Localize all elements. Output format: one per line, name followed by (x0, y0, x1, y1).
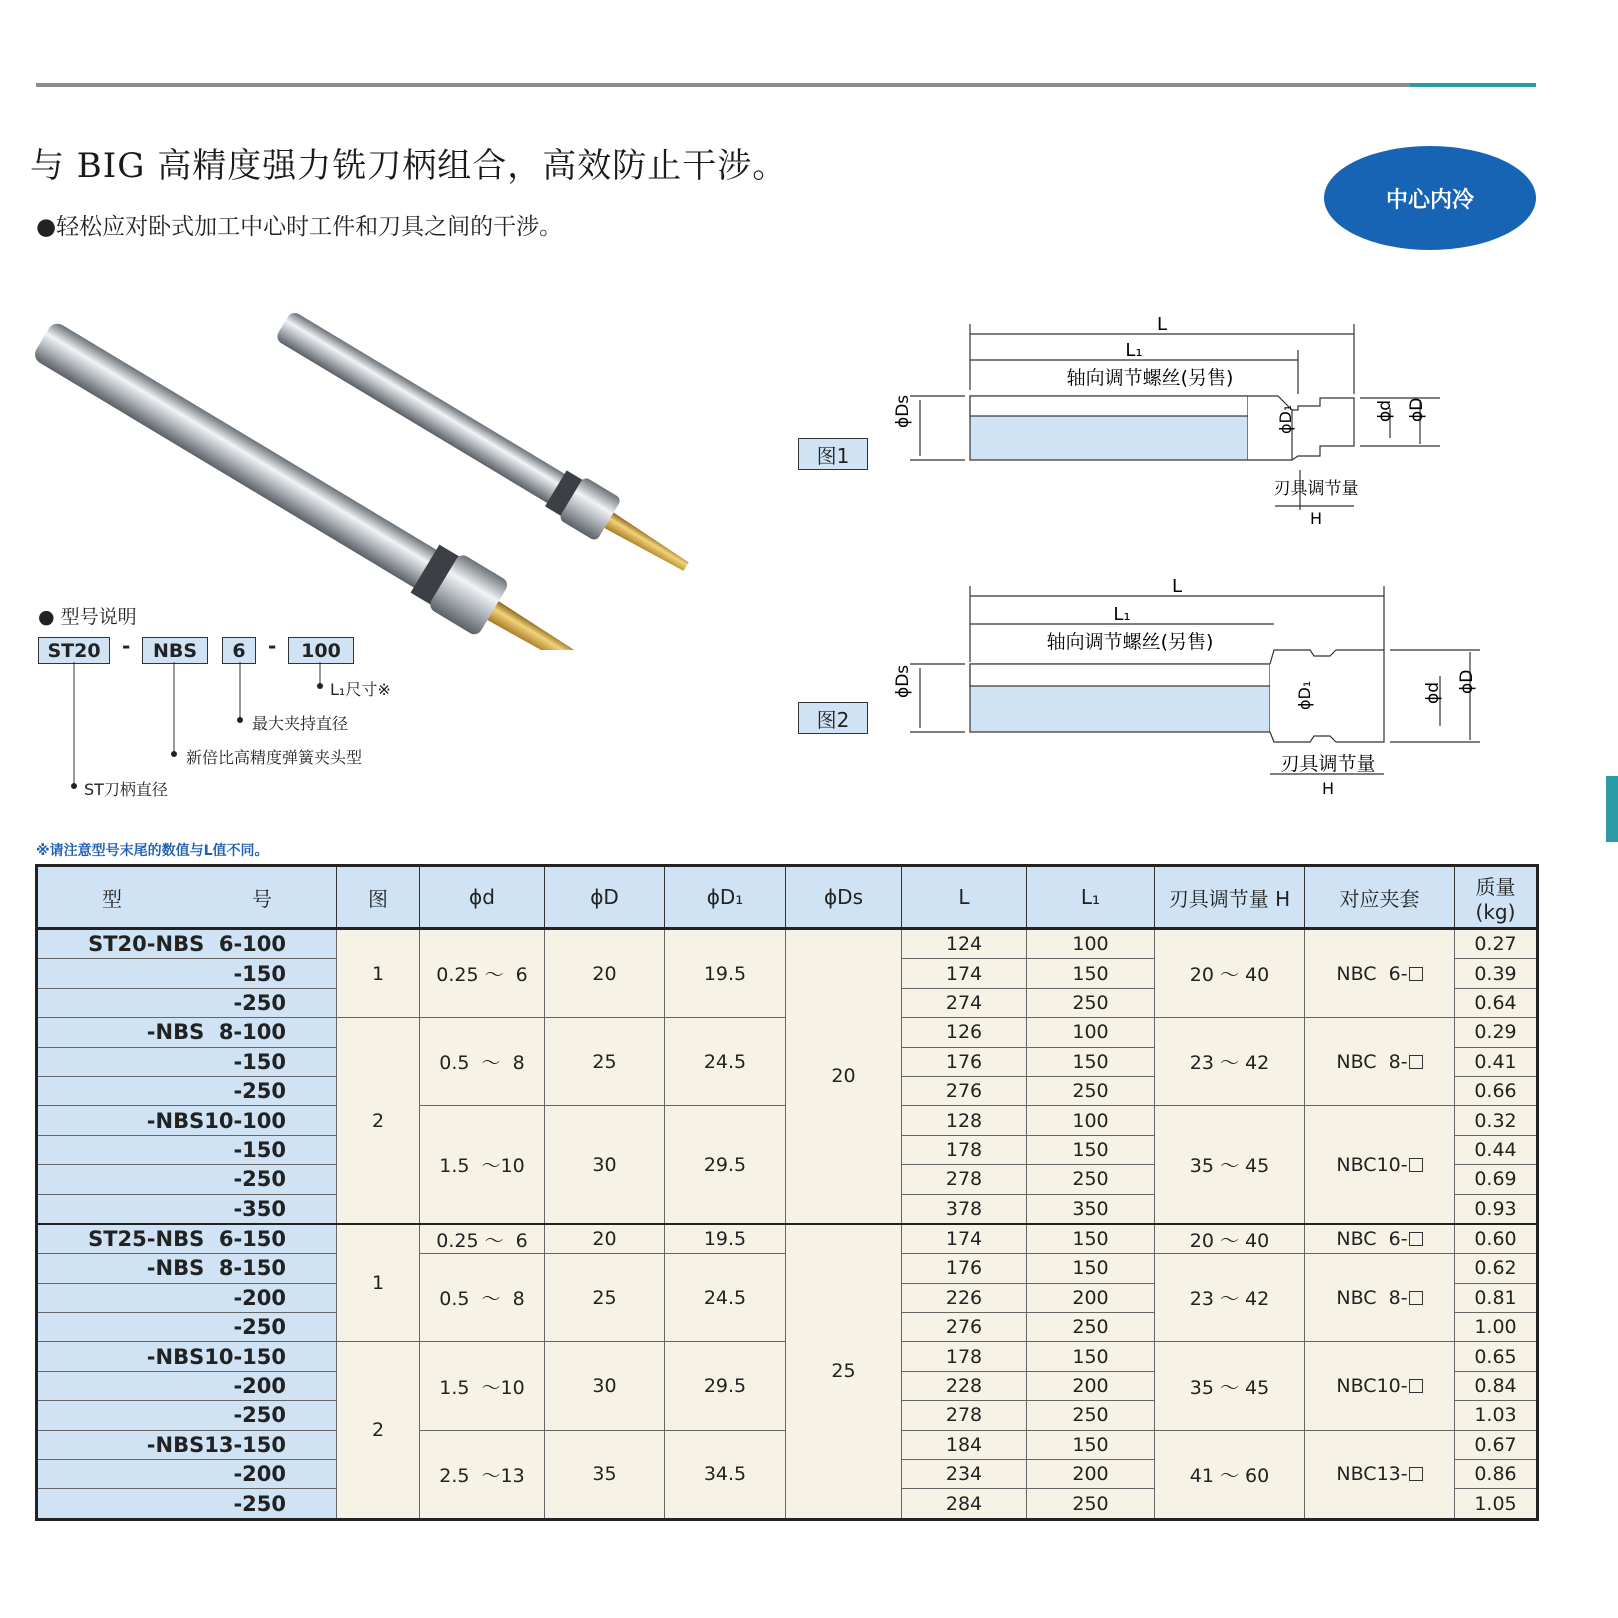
fig2-label: 图2 (798, 702, 868, 734)
model-dash: - (268, 634, 277, 658)
table-cell: ST25-NBS 6-150 (37, 1224, 337, 1254)
model-note-st: ST刀柄直径 (84, 780, 168, 799)
table-cell: 378 (902, 1194, 1027, 1224)
header-H: 刃具调节量 H (1155, 866, 1305, 929)
table-cell: 0.64 (1455, 988, 1538, 1017)
table-cell: -150 (37, 1135, 337, 1164)
table-cell: 0.66 (1455, 1076, 1538, 1105)
table-cell: 0.5 ～ 8 (420, 1254, 545, 1342)
table-cell: 0.93 (1455, 1194, 1538, 1224)
table-cell: -250 (37, 1313, 337, 1342)
model-note-grip: 最大夹持直径 (252, 714, 349, 733)
table-cell: -250 (37, 1401, 337, 1430)
table-cell: 1 (337, 929, 420, 1018)
table-cell: 150 (1027, 1254, 1155, 1283)
square-icon (1409, 1055, 1423, 1069)
table-cell: 200 (1027, 1371, 1155, 1400)
table-cell: 0.84 (1455, 1371, 1538, 1400)
table-cell: 1.00 (1455, 1313, 1538, 1342)
table-cell: 0.69 (1455, 1165, 1538, 1194)
table-cell: 29.5 (665, 1342, 786, 1430)
header-model: 型 号 (37, 866, 337, 929)
table-cell: NBC 6- (1305, 929, 1455, 1018)
square-icon (1409, 1467, 1423, 1481)
table-cell: 25 (545, 1018, 665, 1106)
table-cell: -200 (37, 1283, 337, 1312)
table-cell: -250 (37, 988, 337, 1017)
table-cell: 276 (902, 1076, 1027, 1105)
table-cell: 234 (902, 1460, 1027, 1489)
table-cell: 0.41 (1455, 1047, 1538, 1076)
table-cell: -250 (37, 1076, 337, 1105)
table-cell: 0.44 (1455, 1135, 1538, 1164)
table-cell: 20 ～ 40 (1155, 1224, 1305, 1254)
fig2-L: L (1171, 576, 1183, 597)
top-rule-accent (1410, 83, 1536, 87)
fig1-D1: ϕD₁ (1276, 404, 1295, 434)
table-cell: 20 ～ 40 (1155, 929, 1305, 1018)
table-cell: 124 (902, 929, 1027, 959)
table-cell: 0.67 (1455, 1430, 1538, 1459)
top-rule (36, 83, 1536, 87)
model-part-shank: ST20 (38, 637, 110, 664)
header-fig: 图 (337, 866, 420, 929)
figure2-drawing (880, 576, 1500, 802)
header-Ds: ϕDs (786, 866, 902, 929)
table-cell: 0.27 (1455, 929, 1538, 959)
fig2-D1: ϕD₁ (1295, 680, 1314, 710)
table-cell: -150 (37, 959, 337, 988)
fig2-d: ϕd (1423, 681, 1443, 704)
table-cell: 24.5 (665, 1018, 786, 1106)
table-cell: 184 (902, 1430, 1027, 1459)
table-row (37, 1224, 1538, 1254)
product-photo (30, 290, 750, 650)
table-cell: 250 (1027, 988, 1155, 1017)
fig1-L: L (1156, 314, 1168, 335)
table-cell: 176 (902, 1254, 1027, 1283)
fig2-D: ϕD (1457, 669, 1477, 694)
table-cell: 29.5 (665, 1106, 786, 1224)
table-cell: 250 (1027, 1076, 1155, 1105)
figure1-drawing (880, 310, 1440, 530)
model-dash: - (122, 634, 131, 658)
table-cell: 2 (337, 1342, 420, 1519)
side-tab-marker (1606, 776, 1618, 842)
table-cell: 150 (1027, 959, 1155, 988)
fig1-screw: 轴向调节螺丝(另售) (1066, 367, 1234, 389)
header-D1: ϕD₁ (665, 866, 786, 929)
table-cell: 0.60 (1455, 1224, 1538, 1254)
table-cell: 350 (1027, 1194, 1155, 1224)
fig1-Ds: ϕDs (893, 394, 913, 428)
fig2-Ds: ϕDs (893, 664, 913, 698)
table-cell: 100 (1027, 929, 1155, 959)
table-cell: -250 (37, 1489, 337, 1519)
table-cell: 126 (902, 1018, 1027, 1047)
table-cell: 1.03 (1455, 1401, 1538, 1430)
header-L1: L₁ (1027, 866, 1155, 929)
table-cell: 20 (786, 929, 902, 1224)
table-cell: 100 (1027, 1018, 1155, 1047)
table-cell: 0.39 (1455, 959, 1538, 988)
square-icon (1409, 967, 1423, 981)
table-cell: NBC10- (1305, 1106, 1455, 1224)
table-cell: 2 (337, 1018, 420, 1224)
fig1-d: ϕd (1375, 399, 1395, 422)
table-cell: -NBS10-100 (37, 1106, 337, 1135)
table-cell: 178 (902, 1135, 1027, 1164)
table-cell: NBC 8- (1305, 1018, 1455, 1106)
table-cell: -NBS10-150 (37, 1342, 337, 1371)
header-d: ϕd (420, 866, 545, 929)
header-collet: 对应夹套 (1305, 866, 1455, 929)
table-cell: 250 (1027, 1489, 1155, 1519)
table-cell: 1.5 ～10 (420, 1342, 545, 1430)
table-cell: 35 (545, 1430, 665, 1519)
table-cell: 0.81 (1455, 1283, 1538, 1312)
table-cell: 24.5 (665, 1254, 786, 1342)
table-cell: 128 (902, 1106, 1027, 1135)
table-cell: NBC 8- (1305, 1254, 1455, 1342)
table-cell: 34.5 (665, 1430, 786, 1519)
table-cell: 176 (902, 1047, 1027, 1076)
table-cell: 174 (902, 959, 1027, 988)
model-explanation-title: ● 型号说明 (38, 606, 137, 628)
table-cell: 35 ～ 45 (1155, 1106, 1305, 1224)
header-D: ϕD (545, 866, 665, 929)
square-icon (1409, 1158, 1423, 1172)
table-cell: 30 (545, 1106, 665, 1224)
table-cell: -NBS13-150 (37, 1430, 337, 1459)
table-cell: 25 (545, 1254, 665, 1342)
table-cell: 200 (1027, 1460, 1155, 1489)
table-cell: -200 (37, 1460, 337, 1489)
table-cell: NBC13- (1305, 1430, 1455, 1519)
table-cell: -150 (37, 1047, 337, 1076)
fig1-L1: L₁ (1125, 340, 1143, 361)
fig1-label: 图1 (798, 438, 868, 470)
table-cell: ST20-NBS 6-100 (37, 929, 337, 959)
table-cell: 35 ～ 45 (1155, 1342, 1305, 1430)
square-icon (1409, 1291, 1423, 1305)
table-cell: 2.5 ～13 (420, 1430, 545, 1519)
square-icon (1409, 1379, 1423, 1393)
table-cell: 250 (1027, 1165, 1155, 1194)
table-cell: 0.65 (1455, 1342, 1538, 1371)
table-cell: 100 (1027, 1106, 1155, 1135)
fig2-screw: 轴向调节螺丝(另售) (1046, 631, 1214, 653)
table-cell: 284 (902, 1489, 1027, 1519)
table-cell: 0.29 (1455, 1018, 1538, 1047)
spec-table (35, 864, 1539, 1521)
table-row (37, 929, 1538, 959)
table-cell: 0.32 (1455, 1106, 1538, 1135)
table-cell: 20 (545, 929, 665, 1018)
table-cell: 1 (337, 1224, 420, 1342)
table-cell: 1.5 ～10 (420, 1106, 545, 1224)
headline: 与 BIG 高精度强力铣刀柄组合，高效防止干涉。 (30, 146, 788, 186)
table-cell: 1.05 (1455, 1489, 1538, 1519)
model-part-length: 100 (288, 637, 354, 664)
table-cell: 150 (1027, 1224, 1155, 1254)
table-cell: 228 (902, 1371, 1027, 1400)
fig2-L1: L₁ (1113, 604, 1131, 625)
table-cell: 0.5 ～ 8 (420, 1018, 545, 1106)
table-cell: 23 ～ 42 (1155, 1254, 1305, 1342)
subheadline: ●轻松应对卧式加工中心时工件和刀具之间的干涉。 (36, 214, 563, 240)
table-cell: 19.5 (665, 929, 786, 1018)
table-cell: 30 (545, 1342, 665, 1430)
table-cell: 278 (902, 1165, 1027, 1194)
model-note-type: 新倍比高精度弹簧夹头型 (186, 748, 363, 767)
model-part-type: NBS (142, 637, 208, 664)
table-cell: 178 (902, 1342, 1027, 1371)
table-cell: 200 (1027, 1283, 1155, 1312)
table-cell: 0.86 (1455, 1460, 1538, 1489)
square-icon (1409, 1232, 1423, 1246)
fig1-H: H (1309, 509, 1323, 528)
table-cell: 20 (545, 1224, 665, 1254)
table-cell: 174 (902, 1224, 1027, 1254)
table-cell: 23 ～ 42 (1155, 1018, 1305, 1106)
table-cell: 250 (1027, 1401, 1155, 1430)
table-cell: 276 (902, 1313, 1027, 1342)
table-cell: 150 (1027, 1342, 1155, 1371)
table-cell: 19.5 (665, 1224, 786, 1254)
header-L: L (902, 866, 1027, 929)
table-cell: NBC10- (1305, 1342, 1455, 1430)
table-cell: -NBS 8-100 (37, 1018, 337, 1047)
table-cell: 25 (786, 1224, 902, 1519)
table-cell: 41 ～ 60 (1155, 1430, 1305, 1519)
table-cell: 250 (1027, 1313, 1155, 1342)
model-part-grip: 6 (222, 637, 256, 664)
table-cell: -200 (37, 1371, 337, 1400)
fig2-H: H (1321, 779, 1335, 798)
header-mass: 质量 (kg) (1455, 866, 1538, 929)
table-cell: 0.25 ～ 6 (420, 1224, 545, 1254)
table-cell: -NBS 8-150 (37, 1254, 337, 1283)
table-cell: 150 (1027, 1135, 1155, 1164)
table-cell: 0.62 (1455, 1254, 1538, 1283)
table-header-row (37, 866, 1538, 929)
table-cell: 150 (1027, 1430, 1155, 1459)
center-coolant-badge: 中心内冷 (1324, 146, 1536, 250)
fig1-D: ϕD (1407, 397, 1427, 422)
table-cell: 150 (1027, 1047, 1155, 1076)
model-note-l1: L₁尺寸※ (330, 680, 391, 699)
table-cell: 274 (902, 988, 1027, 1017)
table-cell: NBC 6- (1305, 1224, 1455, 1254)
fig2-adjust: 刃具调节量 (1280, 753, 1376, 775)
table-cell: -350 (37, 1194, 337, 1224)
table-cell: -250 (37, 1165, 337, 1194)
fig1-adjust: 刃具调节量 (1273, 479, 1359, 499)
table-cell: 278 (902, 1401, 1027, 1430)
table-cell: 226 (902, 1283, 1027, 1312)
table-note: ※请注意型号末尾的数值与L值不同。 (36, 843, 269, 859)
table-cell: 0.25 ～ 6 (420, 929, 545, 1018)
